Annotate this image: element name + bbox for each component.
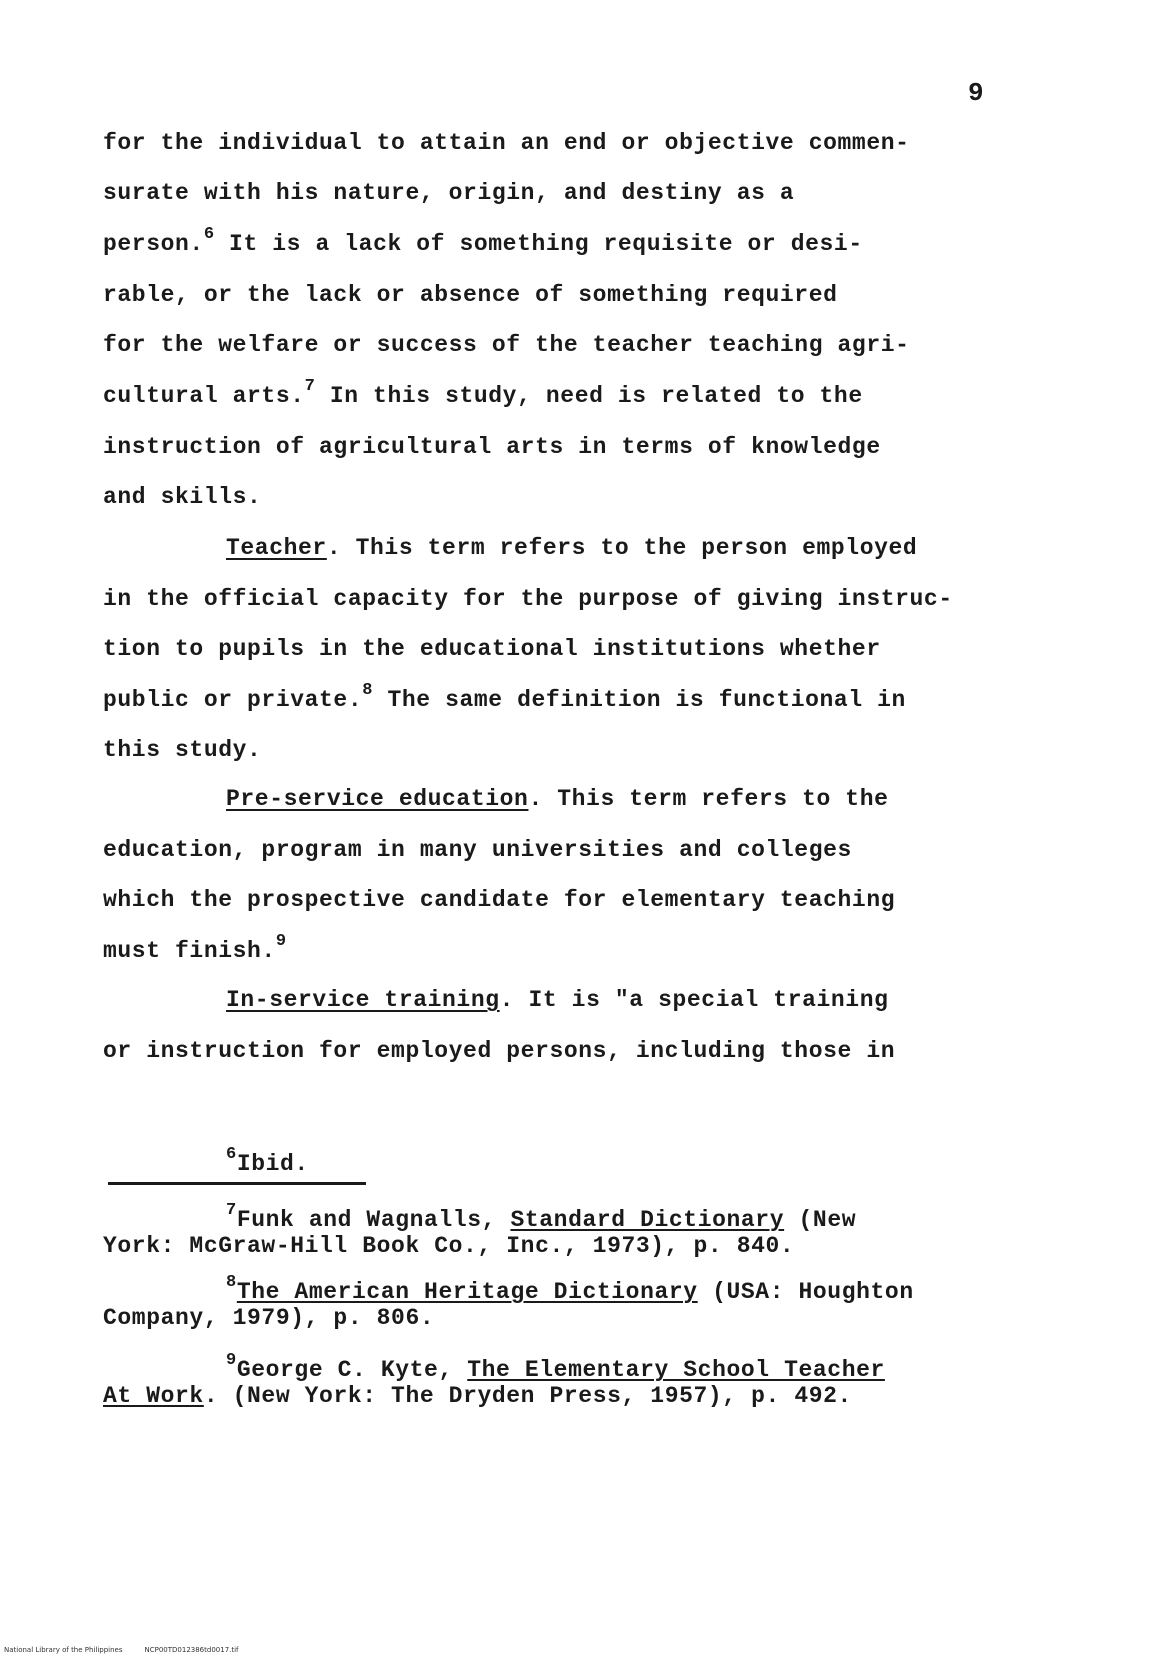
- footnote-ref-9: 9: [275, 932, 287, 951]
- body-line: education, program in many universities and colleges: [103, 837, 852, 863]
- body-line: this study.: [103, 737, 262, 763]
- footnote-9-title-cont: At Work: [103, 1383, 204, 1409]
- footnote-8-title: The American Heritage Dictionary: [236, 1279, 698, 1305]
- teacher-definition: Teacher. This term refers to the person employed: [226, 535, 918, 561]
- footnote-7-line2: York: McGraw-Hill Book Co., Inc., 1973), p. 840.: [103, 1233, 795, 1259]
- footnote-7: $^7$Funk and Wagnalls, Standard Dictionary (New: [226, 1201, 857, 1233]
- body-line: which the prospective candidate for elementary teaching: [103, 887, 896, 913]
- term-preservice-education: Pre-service education: [226, 786, 529, 812]
- footnote-8-line2: Company, 1979), p. 806.: [103, 1305, 435, 1331]
- footnote-6: $^6$Ibid.: [226, 1145, 309, 1177]
- term-teacher: Teacher: [226, 535, 327, 561]
- body-line: rable, or the lack or absence of something required: [103, 282, 838, 308]
- footnote-separator: [108, 1182, 366, 1185]
- body-line: for the individual to attain an end or objective commen-: [103, 130, 910, 156]
- inservice-definition: In-service training. It is "a special training: [226, 987, 889, 1013]
- body-line: tion to pupils in the educational institutions whether: [103, 636, 881, 662]
- footnote-ref-7: 7: [304, 377, 316, 396]
- footnote-ref-8: 8: [362, 681, 374, 700]
- term-inservice-training: In-service training: [226, 987, 500, 1013]
- body-line: or instruction for employed persons, including those in: [103, 1038, 896, 1064]
- body-line: instruction of agricultural arts in terms of knowledge: [103, 434, 881, 460]
- footnote-7-title: Standard Dictionary: [510, 1207, 785, 1233]
- footnote-9-title: The Elementary School Teacher: [467, 1357, 885, 1383]
- body-line: and skills.: [103, 484, 262, 510]
- footnote-ref-6: 6: [203, 225, 215, 244]
- body-line: public or private.$^8$ The same definition is functional in: [103, 681, 906, 713]
- body-line: must finish.$^9$: [103, 932, 287, 964]
- footnote-9-line2: At Work. (New York: The Dryden Press, 1957), p. 492.: [103, 1383, 852, 1409]
- body-line: for the welfare or success of the teacher teaching agri-: [103, 332, 910, 358]
- body-line: in the official capacity for the purpose of giving instruc-: [103, 586, 953, 612]
- scan-footer: National Library of the Philippines NCP00TD012386td0017.tif: [4, 1646, 239, 1654]
- preservice-definition: Pre-service education. This term refers to the: [226, 786, 889, 812]
- footnote-9: $^9$George C. Kyte, The Elementary School Teacher: [226, 1351, 885, 1383]
- footnote-8: $^8$The American Heritage Dictionary (USA: Houghton: [226, 1273, 914, 1305]
- body-line: surate with his nature, origin, and destiny as a: [103, 180, 795, 206]
- body-line: person.$^6$ It is a lack of something requisite or desi-: [103, 225, 863, 257]
- body-line: cultural arts.$^7$ In this study, need is related to the: [103, 377, 863, 409]
- page-number: 9: [968, 78, 985, 108]
